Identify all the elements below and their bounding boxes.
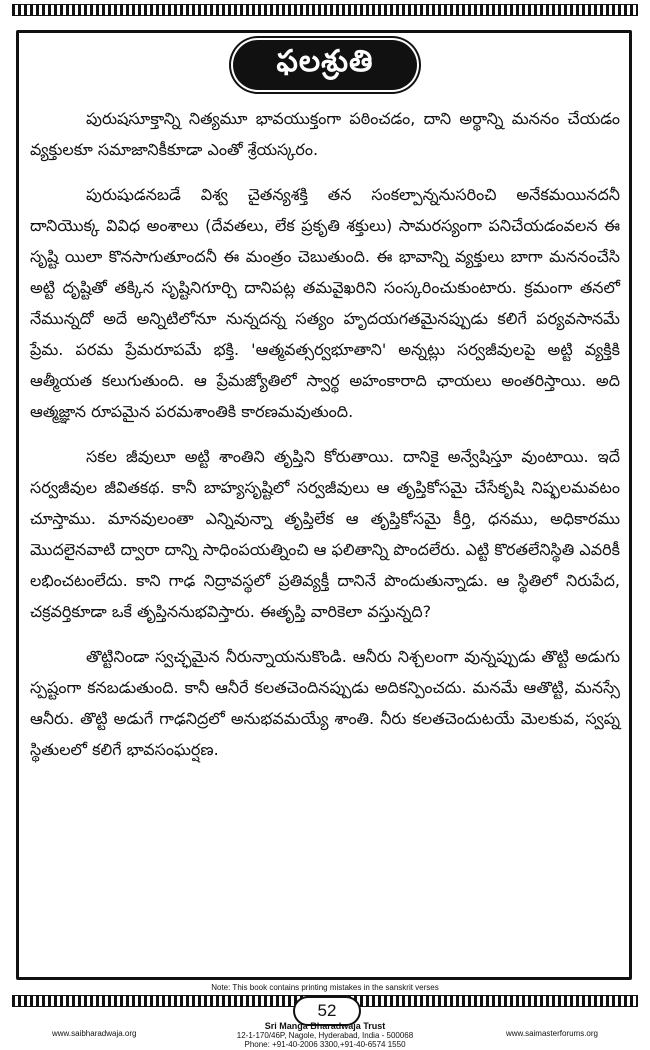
footer-phone: Phone: +91-40-2006 3300,+91-40-6574 1550 <box>244 1040 406 1049</box>
page-number-text: 52 <box>317 1001 337 1020</box>
top-decorative-border <box>12 4 638 16</box>
paragraph-3: సకల జీవులూ అట్టి శాంతిని తృప్తిని కోరుతాయి. దానికై అన్వేషిస్తూ వుంటాయి. ఇదే సర్వజీవుల జీవితకథ. కానీ బాహ్యసృష్టిలో సర్వజీవులు ఆ తృప్తికోసమై చేసేకృషి నిష్ఫలమవటం చూస్తాము. మానవులంతా ఎన్నివున్నా తృప్తిలేక ఆ తృప్తికోసమై కీర్తి, ధనము, అధికారము మొదలైనవాటి ద్వారా దాన్ని సాధింపయత్నించి ఆ ఫలితాన్ని పొందలేరు. ఎట్టి కొరతలేనిస్థితి ఎవరికీ లభించటంలేదు. కాని గాఢ నిద్రావస్థలో ప్రతివ్యక్తీ దానినే పొందుతున్నాడు. ఆ స్థితిలో నిరుపేద, చక్రవర్తికూడా ఒకే తృప్తిననుభవిస్తారు. ఈతృప్తి వారికెలా వస్తున్నది? <box>30 447 620 621</box>
footer-website-left[interactable]: www.saibharadwaja.org <box>52 1029 137 1038</box>
title-badge <box>233 40 417 90</box>
footer-website-right[interactable]: www.saimasterforums.org <box>505 1029 598 1038</box>
paragraph-4: తొట్టినిండా స్వచ్ఛమైన నీరున్నాయనుకొండి. ఆనీరు నిశ్చలంగా వున్నప్పుడు తొట్టి అడుగు స్పష్టంగా కనబడుతుంది. కానీ ఆనీరే కలతచెందినప్పుడు అదికన్పించదు. మనమే ఆతొట్టి, మనస్సే ఆనీరు. తొట్టి అడుగే గాఢనిద్రలో అనుభవమయ్యే శాంతి. నీరు కలతచెందుటయే మెలకువ, స్వప్న స్థితులలో కలిగే భావసంఘర్షణ. <box>30 647 620 759</box>
page-title: ఫలశ్రుతి <box>276 44 374 79</box>
printing-note: Note: This book contains printing mistakes in the sanskrit verses <box>211 983 439 992</box>
paragraph-2: పురుషుడనబడే విశ్వ చైతన్యశక్తి తన సంకల్పాన్ననుసరించి అనేకమయినదనీ దానియొక్క వివిధ అంశాలు (దేవతలు, లేక ప్రకృతి శక్తులు) సామరస్యంగా పనిచేయడంవలన ఈ సృష్టి యిలా కొనసాగుతూందనీ ఈ మంత్రం చెబుతుంది. ఈ భావాన్ని వ్యక్తులు బాగా మననంచేసి అట్టి దృష్టితో తక్కిన సృష్టినిగూర్చి దానిపట్ల తమవైఖరిని సంస్కరించుకుంటారు. క్రమంగా తనలో నేమున్నదో అదే అన్నిటిలోనూ నున్నదన్న సత్యం హృదయగతమైనప్పుడు కలిగే పర్యవసానమే ప్రేమ. పరమ ప్రేమరూపమే భక్తి. 'ఆత్మవత్సర్వభూతాని' అన్నట్లు సర్వజీవులపై అట్టి వ్యక్తికి ఆత్మీయత కలుగుతుంది. ఆ ప్రేమజ్యోతిలో స్వార్థ అహంకారాది ఛాయలు అంతరిస్తాయి. అది ఆత్మజ్ఞాన రూపమైన పరమశాంతికి కారణమవుతుంది. <box>30 185 620 421</box>
footer-address: 12-1-170/46P, Nagole, Hyderabad, India - 500068 <box>236 1031 414 1040</box>
footer <box>14 1021 636 1049</box>
paragraph-1: పురుషసూక్తాన్ని నిత్యమూ భావయుక్తంగా పఠించడం, దాని అర్థాన్ని మననం చేయడం వ్యక్తులకూ సమాజానికీకూడా ఎంతో శ్రేయస్కరం. <box>30 109 620 159</box>
body-text <box>30 103 620 779</box>
footer-org-name: Sri Manga Bharadwaja Trust <box>264 1021 386 1031</box>
